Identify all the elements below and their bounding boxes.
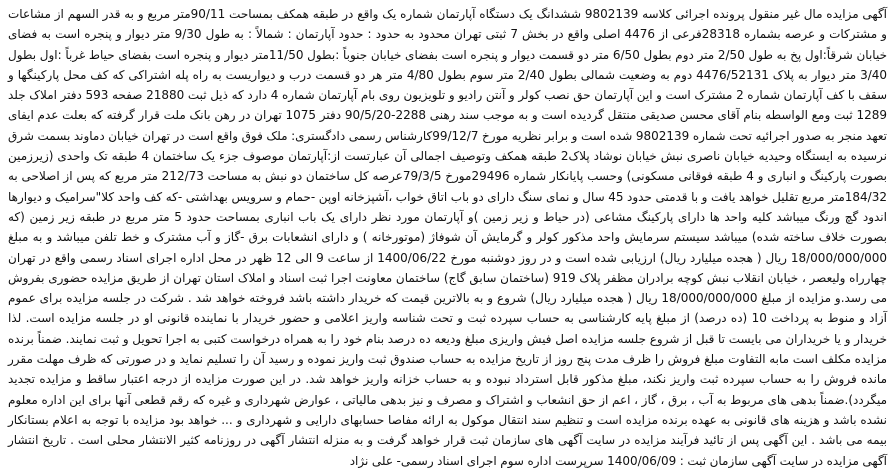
auction-notice-text: آگهی مزایده مال غیر منقول پرونده اجرائی کلاسه 9802139 ششدانگ یک دستگاه آپارتمان شماره یک واقع در طبقه همکف بمساحت 90/11متر مربع و به قدر السهم از مشاعات و مشترکات و عرصه بشماره 28318فرعی از 4476 اصلی واقع در بخش 7 ثبتی تهران محدود به حدود : حدود آپارتمان : شمالاً : به طول 9/30 متر دیوار و پنجره است به فضای خیابان شرقاً:اول پخ به طول 2/50 متر دوم بطول 6/50 متر دو قسمت دیوار و پنجره است بفضای خیابان جنوباً :بطول 11/50متر دیوار و پنجره است بفضای حیاط غرباً :اول بطول 3/40 متر دیوار به پلاک 4476/52131 دوم به وضعیت شمالی بطول 2/40 متر سوم بطول 4/80 متر هر دو قسمت درب و دیواریست به راه پله اشتراکی که کف محل پارکینگها و سقف با کف آپارتمان شماره 2 مشترک است و این آپارتمان حق نصب کولر و آنتن رادیو و تلویزیون روی بام آپارتمان شماره 4 دارد که ذیل ثبت 21880 صفحه 593 دفتر املاک جلد 1289 ثبت ومع الواسطه بنام آقای محسن صدیقی منتقل گردیده است و به موجب سند رهنی 2288-90/5/20 دفتر 1075 تهران در رهن بانک ملت قرار گرفته که بعلت عدم ایفای تعهد منجر به صدور اجرائیه تحت شماره 9802139 شده است و برابر نظریه مورخ 99/12/7کارشناس رسمی دادگستری: ملک فوق واقع است در تهران خیابان دماوند بسمت شرق نرسیده به ایستگاه وحیدیه خیابان ناصری نبش خیابان نوشاد پلاک2 طبقه همکف وتوصیف اجمالی آن عبارتست از:آپارتمان موصوف جزء یک ساختمان 4 طبقه تک واحدی (زیرزمین بصورت پارکینگ و انباری و 4 طبقه فوقانی مسکونی) وحسب پایانکار شماره 29496مورخ 79/3/5عرصه کل ساختمان دو نبش به مساحت 212/73 متر مربع که پس از اصلاحی به 184/32متر مربع تقلیل خواهد یافت و با قدمتی حدود 45 سال و نمای سنگ دارای دو باب اتاق خواب ،آشپزخانه اوپن -حمام و سرویس بهداشتی -که کف واحد کلا"سرامیک و دیوارها اندود گچ ورنگ میباشد کلیه واحد ها دارای پارکینگ مشاعی (در حیاط و زیر زمین )و آپارتمان مورد نظر دارای یک باب انباری بمساحت حدود 5 متر مربع در طبقه زیر زمین (که بصورت خلاف ساخته شده) میباشد سیستم سرمایش واحد مذکور کولر و گرمایش آن شوفاژ (موتورخانه ) و دارای انشعابات برق -گاز و آب مشترک و خط تلفن میباشد و به مبلغ 18/000/000/000 ریال ( هجده میلیارد ریال) ارزیابی شده است و در روز دوشنبه مورخ 1400/06/22 از ساعت 9 الی 12 ظهر در محل اداره اجرای اسناد رسمی واقع در تهران چهارراه ولیعصر ، خیابان انقلاب نبش کوچه برادران مظفر پلاک 919 (ساختمان سابق گاج) ساختمان معاونت اجرا ثبت اسناد و املاک استان تهران از طریق مزایده حضوری بفروش می رسد.و مزایده از مبلغ 18/000/000/000 ریال ( هجده میلیارد ریال) شروع و به بالاترین قیمت که خریدار داشته باشد فروخته خواهد شد . شرکت در جلسه مزایده برای عموم آزاد و منوط به پرداخت 10 (ده درصد) از مبلغ پایه کارشناسی به حساب سپرده ثبت و تحت شناسه واریز اعلامی و حضور خریدار با نماینده قانونی او در جلسه مزایده است. لذا خریدار و یا خریداران می بایست تا قبل از شروع جلسه مزایده اصل فیش واریزی مبلغ ودیعه ده درصد بنام خود را به همراه درخواست کتبی به اجرا تحویل و ثبت نمایند. ضمناً برنده مزایده مکلف است مابه التفاوت مبلغ فروش را ظرف مدت پنج روز از تاریخ مزایده به حساب صندوق ثبت واریز نموده و رسید آن را تسلیم نماید و در صورتی که ظرف مهلت مقرر مانده فروش را به حساب سپرده ثبت واریز نکند، مبلغ مذکور قابل استرداد نبوده و به حساب خزانه واریز خواهد شد. در این صورت مزایده از درجه اعتبار ساقط و مزایده تجدید میگردد).ضمناً بدهی های مربوط به آب ، برق ، گاز ، اعم از حق انشعاب و اشتراک و مصرف و نیز بدهی مالیاتی ، عوارض شهرداری و غیره که رقم قطعی آنها برای این اداره معلوم نشده باشد و هزینه های قانونی به عهده برنده مزایده است و تنظیم سند انتقال موکول به ارائه مفاصا حسابهای دارایی و شهرداری و ... خواهد بود مزایده با توجه به اعلام بستانکار بیمه می باشد . این آگهی پس از تائید فرآیند مزایده در سایت آگهی های سازمان ثبت قرار خواهد گرفت و به منزله انتشار آگهی در روزنامه کثیر الانتشار محلی است . تاریخ انتشار آگهی مزایده در سایت آگهی سازمان ثبت : 1400/06/09 سرپرست اداره سوم اجرای اسناد رسمی- علی نژاد [8,7,888,468]
